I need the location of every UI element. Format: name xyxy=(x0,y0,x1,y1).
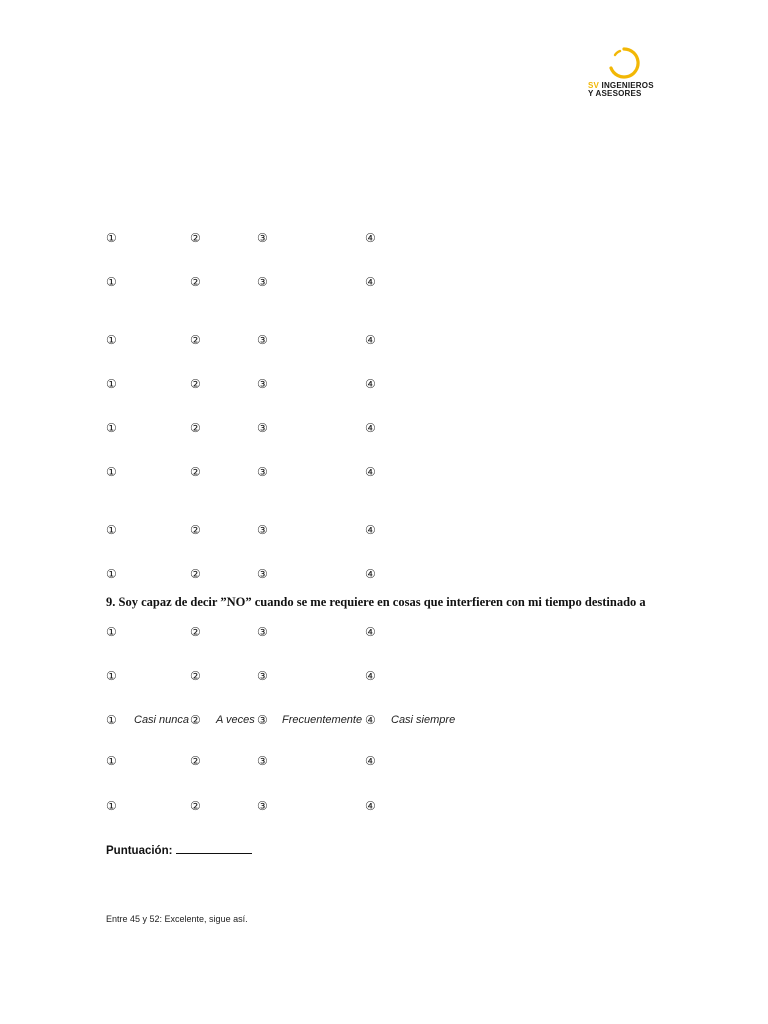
option-2-label: A veces xyxy=(216,714,255,726)
answer-row xyxy=(0,463,768,481)
option-1-circle[interactable]: ① xyxy=(106,465,117,479)
answer-row xyxy=(0,667,768,685)
option-2-circle[interactable]: ② xyxy=(190,713,201,727)
option-2-circle[interactable]: ② xyxy=(190,625,201,639)
option-1-circle[interactable]: ① xyxy=(106,275,117,289)
brand-line1: INGENIEROS xyxy=(601,81,654,90)
answer-row xyxy=(0,273,768,291)
option-3-circle[interactable]: ③ xyxy=(257,275,268,289)
option-1-circle[interactable]: ① xyxy=(106,799,117,813)
option-1-circle[interactable]: ① xyxy=(106,567,117,581)
option-4-circle[interactable]: ④ xyxy=(365,275,376,289)
option-4-circle[interactable]: ④ xyxy=(365,333,376,347)
option-4-circle[interactable]: ④ xyxy=(365,625,376,639)
option-3-circle[interactable]: ③ xyxy=(257,799,268,813)
option-1-circle[interactable]: ① xyxy=(106,421,117,435)
option-4-circle[interactable]: ④ xyxy=(365,421,376,435)
option-2-circle[interactable]: ② xyxy=(190,275,201,289)
brand-prefix: SV xyxy=(588,81,600,90)
option-1-circle[interactable]: ① xyxy=(106,377,117,391)
option-1-circle[interactable]: ① xyxy=(106,333,117,347)
answer-row xyxy=(0,521,768,539)
option-3-circle[interactable]: ③ xyxy=(257,465,268,479)
option-2-circle[interactable]: ② xyxy=(190,754,201,768)
option-2-circle[interactable]: ② xyxy=(190,523,201,537)
option-4-circle[interactable]: ④ xyxy=(365,377,376,391)
option-1-circle[interactable]: ① xyxy=(106,523,117,537)
option-2-circle[interactable]: ② xyxy=(190,231,201,245)
question-9: 9. Soy capaz de decir ”NO” cuando se me requiere en cosas que interfieren con mi tiempo destinado a xyxy=(106,595,646,609)
option-2-circle[interactable]: ② xyxy=(190,421,201,435)
option-3-circle[interactable]: ③ xyxy=(257,625,268,639)
option-3-circle[interactable]: ③ xyxy=(257,669,268,683)
option-4-circle[interactable]: ④ xyxy=(365,713,376,727)
option-3-label: Frecuentemente xyxy=(282,714,363,726)
ring-logo-icon xyxy=(607,46,641,80)
option-2-circle[interactable]: ② xyxy=(190,377,201,391)
option-3-circle[interactable]: ③ xyxy=(257,523,268,537)
answer-row xyxy=(0,229,768,247)
option-3-circle[interactable]: ③ xyxy=(257,231,268,245)
option-4-circle[interactable]: ④ xyxy=(365,669,376,683)
option-4-circle[interactable]: ④ xyxy=(365,799,376,813)
score-field xyxy=(106,842,252,857)
company-logo xyxy=(588,46,668,102)
score-blank[interactable] xyxy=(176,842,252,854)
answer-row xyxy=(0,331,768,349)
option-2-circle[interactable]: ② xyxy=(190,465,201,479)
answer-row xyxy=(0,375,768,393)
answer-row xyxy=(0,565,768,583)
score-label: Puntuación: xyxy=(106,845,173,857)
option-1-circle[interactable]: ① xyxy=(106,669,117,683)
answer-row xyxy=(0,752,768,770)
option-4-circle[interactable]: ④ xyxy=(365,567,376,581)
option-3-circle[interactable]: ③ xyxy=(257,421,268,435)
option-1-circle[interactable]: ① xyxy=(106,231,117,245)
option-4-circle[interactable]: ④ xyxy=(365,523,376,537)
brand-name xyxy=(588,82,668,98)
option-3-circle[interactable]: ③ xyxy=(257,377,268,391)
brand-line2: Y ASESORES xyxy=(588,89,642,98)
option-4-circle[interactable]: ④ xyxy=(365,754,376,768)
answer-row xyxy=(0,711,768,729)
option-4-circle[interactable]: ④ xyxy=(365,465,376,479)
option-3-circle[interactable]: ③ xyxy=(257,333,268,347)
footnote: Entre 45 y 52: Excelente, sigue así. xyxy=(106,914,248,924)
option-3-circle[interactable]: ③ xyxy=(257,567,268,581)
option-1-circle[interactable]: ① xyxy=(106,713,117,727)
answer-row xyxy=(0,623,768,641)
answer-row xyxy=(0,797,768,815)
option-1-circle[interactable]: ① xyxy=(106,754,117,768)
option-1-label: Casi nunca xyxy=(134,714,190,726)
option-3-circle[interactable]: ③ xyxy=(257,713,268,727)
option-2-circle[interactable]: ② xyxy=(190,669,201,683)
option-4-label: Casi siempre xyxy=(391,714,456,726)
option-3-circle[interactable]: ③ xyxy=(257,754,268,768)
option-2-circle[interactable]: ② xyxy=(190,567,201,581)
option-2-circle[interactable]: ② xyxy=(190,799,201,813)
option-2-circle[interactable]: ② xyxy=(190,333,201,347)
answer-row xyxy=(0,419,768,437)
option-1-circle[interactable]: ① xyxy=(106,625,117,639)
option-4-circle[interactable]: ④ xyxy=(365,231,376,245)
